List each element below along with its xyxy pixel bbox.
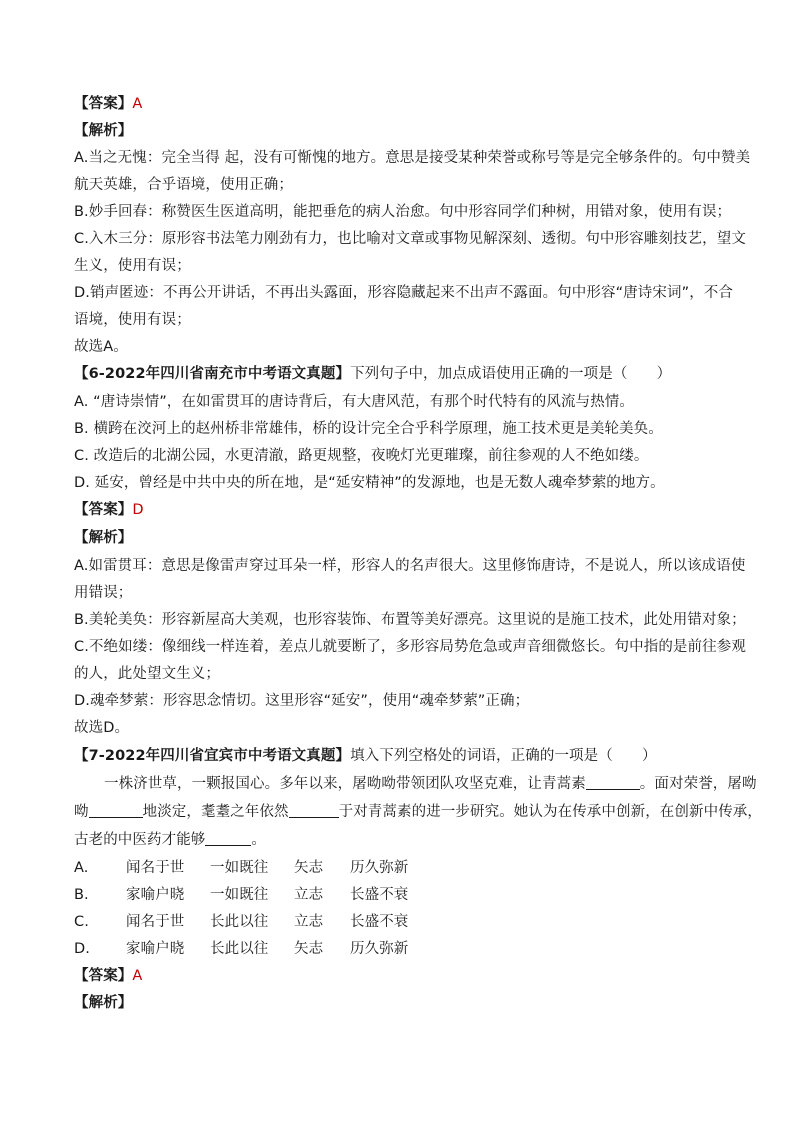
fill-blank-3: [289, 803, 339, 818]
option-b: B. 横跨在洨河上的赵州桥非常雄伟，桥的设计完全合乎科学原理，施工技术更是美轮美奂。: [74, 421, 663, 437]
analysis-line: 语境，使用有误；: [74, 312, 191, 328]
analysis-line: A.当之无愧：完全当得 起，没有可惭愧的地方。意思是接受某种荣誉或称号等是完全够条件的。句中赞美: [74, 150, 751, 166]
answer-value: A: [132, 968, 143, 984]
answer-line: [74, 500, 734, 520]
option-d: D. 家喻户晓 长此以往 矢志 历久弥新: [74, 941, 409, 957]
fill-blank-1: [586, 775, 640, 790]
analysis-line: 生义，使用有误；: [74, 258, 191, 274]
question-header: [74, 746, 734, 766]
answer-value: A: [132, 96, 143, 112]
analysis-line: 故选D。: [74, 720, 130, 736]
answer-tag: 【答案】: [74, 96, 133, 112]
option-b: B. 家喻户晓 一如既往 立志 长盛不衰: [74, 887, 409, 903]
option-d: D. 延安，曾经是中共中央的所在地，是“延安精神”的发源地，也是无数人魂牵梦萦的地方。: [74, 475, 665, 491]
analysis-line: D.销声匿迹：不再公开讲话，不再出头露面，形容隐藏起来不出声不露面。句中形容“唐诗宋词”，不合: [74, 285, 733, 301]
question-header: [74, 364, 734, 384]
passage-line: 一株济世草，一颗报国心。多年以来，屠呦呦带领团队攻坚克难，让青蒿素 。面对荣誉，屠呦: [104, 776, 757, 792]
answer-line: [74, 966, 734, 986]
option-a: A. “唐诗崇情”，在如雷贯耳的唐诗背后，有大唐风范，有那个时代特有的风流与热情。: [74, 394, 635, 410]
answer-value: D: [132, 502, 144, 518]
answer-tag: 【答案】: [74, 502, 133, 518]
analysis-line: D.魂牵梦萦：形容思念情切。这里形容“延安”，使用“魂牵梦萦”正确；: [74, 693, 530, 709]
option-a: A. 闻名于世 一如既往 矢志 历久弥新: [74, 860, 409, 876]
answer-line: [74, 94, 734, 114]
analysis-line: A.如雷贯耳：意思是像雷声穿过耳朵一样，形容人的名声很大。这里修饰唐诗，不是说人，所以该成语使: [74, 558, 746, 574]
analysis-line: 用错误；: [74, 585, 133, 601]
question-title: 【7-2022年四川省宜宾市中考语文真题】: [74, 748, 351, 764]
analysis-line: 故选A。: [74, 339, 128, 355]
analysis-line: C.不绝如缕：像细线一样连着，差点儿就要断了，多形容局势危急或声音细微悠长。句中指的是前往参观: [74, 639, 746, 655]
question-title: 【6-2022年四川省南充市中考语文真题】: [74, 366, 351, 382]
fill-blank-4: [205, 831, 251, 846]
analysis-tag: 【解析】: [74, 530, 133, 546]
question-stem: 下列句子中，加点成语使用正确的一项是（ ）: [350, 366, 672, 382]
analysis-line: 的人，此处望文生义；: [74, 666, 220, 682]
analysis-tag: 【解析】: [74, 995, 133, 1011]
analysis-tag: 【解析】: [74, 123, 133, 139]
option-c: C. 改造后的北湖公园，水更清澈，路更规整，夜晚灯光更璀璨，前往参观的人不绝如缕。: [74, 448, 649, 464]
analysis-line: 航天英雄，合乎语境，使用正确；: [74, 177, 293, 193]
analysis-line: B.美轮美奂：形容新屋高大美观，也形容装饰、布置等美好漂亮。这里说的是施工技术，此处用错对象；: [74, 612, 746, 628]
option-c: C. 闻名于世 长此以往 立志 长盛不衰: [74, 914, 409, 930]
passage-line: 呦 地淡定，耄耋之年依然 于对青蒿素的进一步研究。她认为在传承中创新，在创新中传承，: [74, 804, 763, 820]
question-stem: 填入下列空格处的词语，正确的一项是（ ）: [350, 748, 657, 764]
fill-blank-2: [89, 803, 143, 818]
analysis-line: B.妙手回春：称赞医生医道高明，能把垂危的病人治愈。句中形容同学们种树，用错对象，使用有误；: [74, 204, 732, 220]
passage-line: 古老的中医药才能够 。: [74, 832, 267, 848]
analysis-line: C.入木三分：原形容书法笔力刚劲有力，也比喻对文章或事物见解深刻、透彻。句中形容雕刻技艺，望文: [74, 231, 746, 247]
answer-tag: 【答案】: [74, 968, 133, 984]
